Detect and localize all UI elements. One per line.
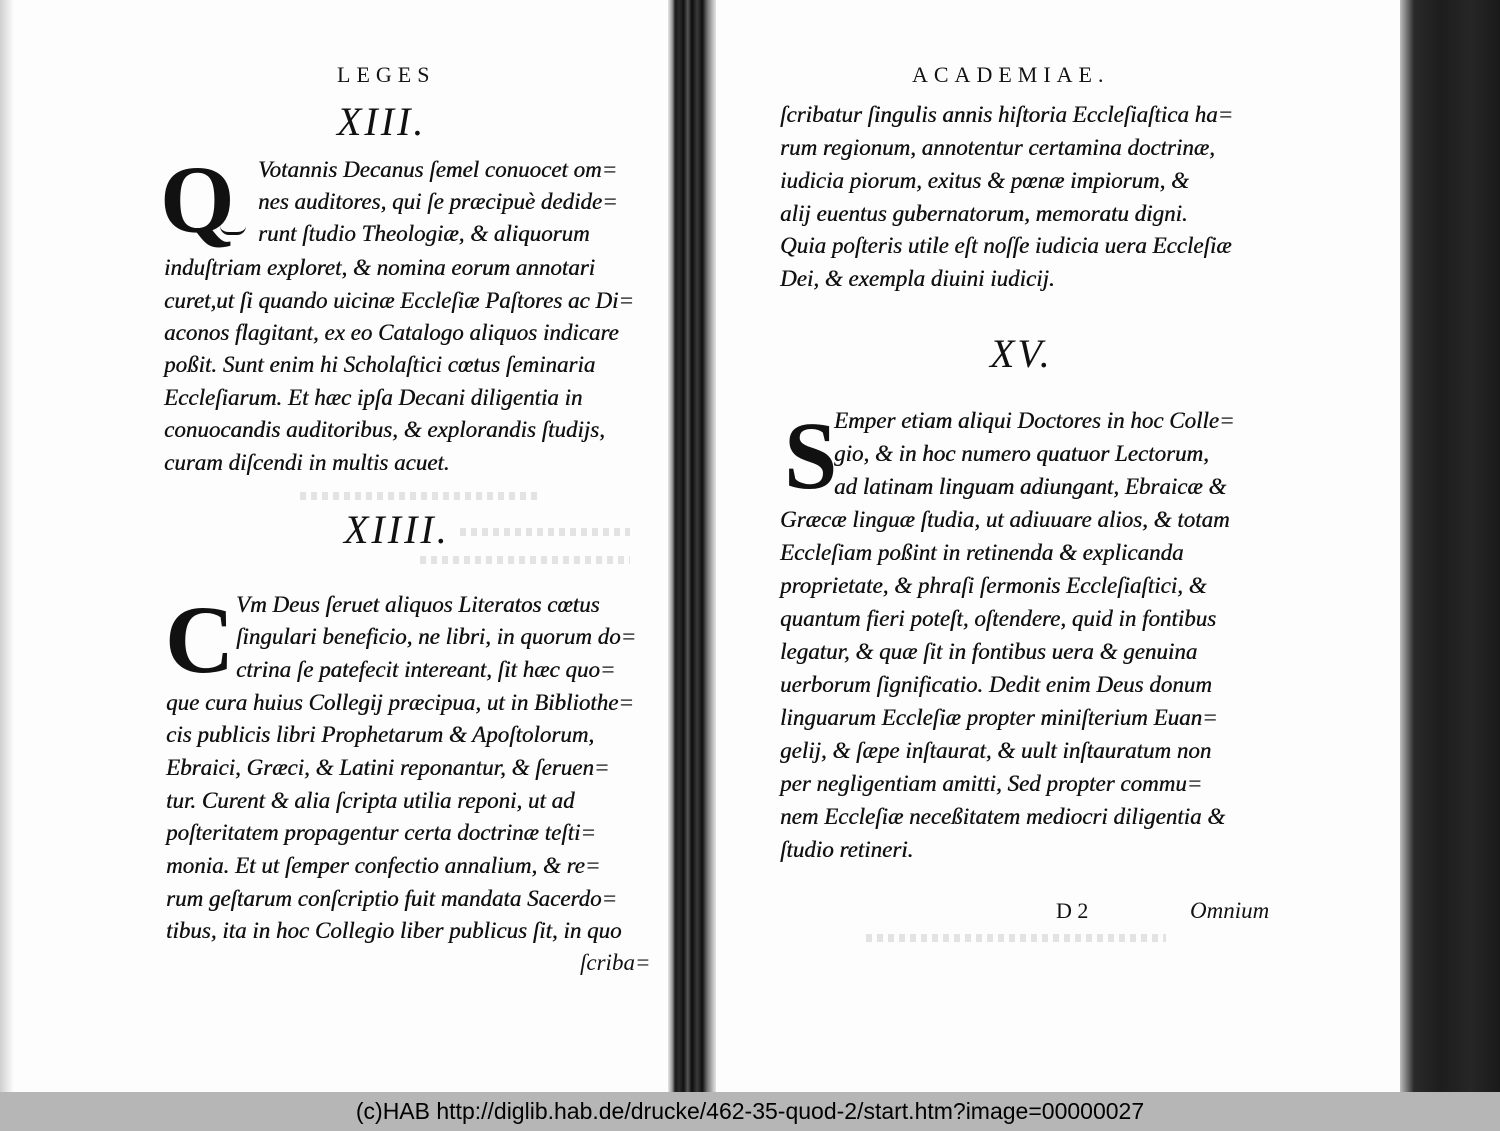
- bleed-through: [420, 556, 630, 564]
- text-line: rum geſtarum conſcriptio fuit mandata Sacerdo=: [166, 886, 617, 911]
- footer-url-text: (c)HAB http://diglib.hab.de/drucke/462-35-quod-2/start.htm?image=00000027: [355, 1098, 1145, 1124]
- text-line: poßit. Sunt enim hi Scholaſtici cœtus ſeminaria: [164, 352, 596, 377]
- catchword-right: Omnium: [1190, 898, 1270, 923]
- text-line: per negligentiam amitti, Sed propter commu=: [780, 771, 1203, 796]
- section-number-xv: XV.: [990, 331, 1053, 376]
- text-line: alij euentus gubernatorum, memoratu digni.: [780, 201, 1188, 226]
- text-line: Eccleſiam poßint in retinenda & explicanda: [780, 540, 1184, 565]
- text-line: Græcæ linguæ ſtudia, ut adiuuare alios, & totam: [780, 507, 1230, 532]
- text-line: Votannis Decanus ſemel conuocet om=: [258, 157, 618, 182]
- text-line: nem Eccleſiæ neceßitatem mediocri diligentia &: [780, 804, 1226, 829]
- signature-mark: D 2: [1056, 898, 1089, 923]
- text-line: tibus, ita in hoc Collegio liber publicus ſit, in quo: [166, 918, 622, 943]
- text-line: gio, & in hoc numero quatuor Lectorum,: [834, 441, 1209, 466]
- bleed-through: [300, 492, 540, 500]
- running-head-left: LEGES: [337, 62, 436, 87]
- text-line: proprietate, & phraſi ſermonis Eccleſiaſtici, &: [780, 573, 1207, 598]
- text-line: legatur, & quæ ſit in fontibus uera & genuina: [780, 639, 1198, 664]
- page-edge-shadow: [0, 0, 14, 1092]
- bleed-through: [460, 528, 630, 536]
- drop-cap-q: Q: [160, 146, 235, 253]
- text-line: que cura huius Collegij præcipua, ut in Bibliothe=: [166, 690, 634, 715]
- text-line: linguarum Eccleſiæ propter miniſterium Euan=: [780, 705, 1218, 730]
- section-number-xiiii: XIIII.: [344, 507, 450, 552]
- drop-cap-tail: [220, 226, 246, 235]
- text-line: rum regionum, annotentur certamina doctrinæ,: [780, 135, 1215, 160]
- right-page: [716, 0, 1422, 1092]
- scan-background-edge: [1400, 0, 1500, 1092]
- text-line: poſteritatem propagentur certa doctrinæ teſti=: [166, 820, 596, 845]
- text-line: nes auditores, qui ſe præcipuè dedide=: [258, 189, 618, 214]
- text-line: Dei, & exempla diuini iudicij.: [780, 266, 1055, 291]
- running-head-right: ACADEMIAE.: [912, 62, 1110, 87]
- text-line: quantum fieri poteſt, oſtendere, quid in fontibus: [780, 606, 1217, 631]
- bleed-through: [866, 934, 1166, 942]
- text-line: Eccleſiarum. Et hæc ipſa Decani diligentia in: [164, 385, 583, 410]
- text-line: ſcribatur ſingulis annis hiſtoria Eccleſiaſtica ha=: [780, 102, 1234, 127]
- drop-cap-c: C: [165, 586, 235, 693]
- text-line: Emper etiam aliqui Doctores in hoc Colle=: [834, 408, 1235, 433]
- text-line: iudicia piorum, exitus & pœnæ impiorum, &: [780, 168, 1189, 193]
- text-line: curam diſcendi in multis acuet.: [164, 450, 450, 475]
- text-line: induſtriam exploret, & nomina eorum annotari: [164, 255, 596, 280]
- text-line: Vm Deus ſeruet aliquos Literatos cœtus: [236, 592, 600, 617]
- text-line: ſtudio retineri.: [780, 837, 914, 862]
- left-page: [0, 0, 672, 1092]
- catchword-left: ſcriba=: [580, 950, 651, 975]
- text-line: conuocandis auditoribus, & explorandis ſtudijs,: [164, 417, 605, 442]
- copyright-footer: [0, 1092, 1500, 1131]
- text-line: tur. Curent & alia ſcripta utilia reponi, ut ad: [166, 788, 575, 813]
- text-line: uerborum ſignificatio. Dedit enim Deus donum: [780, 672, 1212, 697]
- text-line: gelij, & ſæpe inſtaurat, & uult inſtauratum non: [780, 738, 1212, 763]
- text-line: ctrina ſe patefecit intereant, ſit hæc quo=: [236, 657, 616, 682]
- text-line: runt ſtudio Theologiæ, & aliquorum: [258, 221, 590, 246]
- text-line: monia. Et ut ſemper confectio annalium, & re=: [166, 853, 601, 878]
- text-line: cis publicis libri Prophetarum & Apoſtolorum,: [166, 722, 595, 747]
- book-gutter: [668, 0, 720, 1092]
- text-line: curet,ut ſi quando uicinæ Eccleſiæ Paſtores ac Di=: [164, 288, 634, 313]
- section-number-xiii: XIII.: [337, 99, 427, 144]
- drop-cap-s: S: [784, 402, 838, 509]
- text-line: Ebraici, Græci, & Latini reponantur, & ſeruen=: [166, 755, 610, 780]
- text-line: ſingulari beneficio, ne libri, in quorum do=: [236, 624, 637, 649]
- text-line: ad latinam linguam adiungant, Ebraicæ &: [834, 474, 1227, 499]
- text-line: aconos flagitant, ex eo Catalogo aliquos indicare: [164, 320, 619, 345]
- text-line: Quia poſteris utile eſt noſſe iudicia uera Eccleſiæ: [780, 233, 1232, 258]
